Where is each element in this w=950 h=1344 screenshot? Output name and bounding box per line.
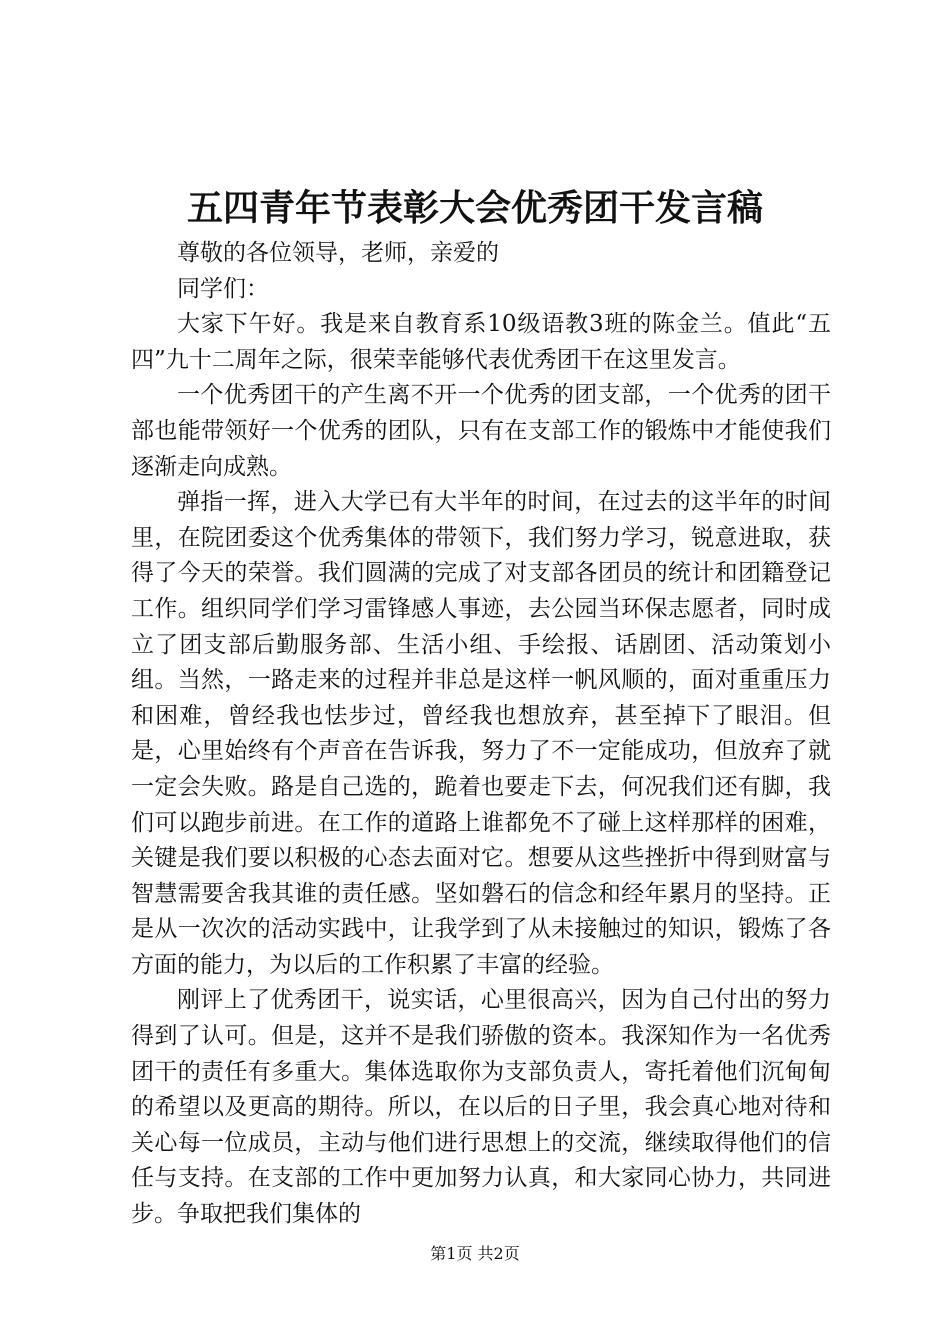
salutation-line: 尊敬的各位领导，老师，亲爱的: [177, 240, 499, 266]
page-number-footer: 第1页 共2页: [430, 1244, 520, 1263]
body-paragraph: 弹指一挥，进入大学已有大半年的时间，在过去的这半年的时间里，在院团委这个优秀集体的带领下，我们努力学习，锐意进取，获得了今天的荣誉。我们圆满的完成了对支部各团员的统计和团籍登记工作。组织同学们学习雷锋感人事迹，去公园当环保志愿者，同时成立了团支部后勤服务部、生活小组、手绘报、话剧团、活动策划小组。当然，一路走来的过程并非总是这样一帆风顺的，面对重重压力和困难，曾经我也怯步过，曾经我也想放弃，甚至掉下了眼泪。但是，心里始终有个声音在告诉我，努力了不一定能成功，但放弃了就一定会失败。路是自己选的，跪着也要走下去，何况我们还有脚，我们可以跑步前进。在工作的道路上谁都免不了碰上这样那样的困难，关键是我们要以积极的心态去面对它。想要从这些挫折中得到财富与智慧需要舍我其谁的责任感。坚如磐石的信念和经年累月的坚持。正是从一次次的活动实践中，让我学到了从未接触过的知识，锻炼了各方面的能力，为以后的工作积累了丰富的经验。: [131, 489, 831, 978]
document-body: [131, 236, 831, 1233]
body-paragraph: 大家下午好。我是来自教育系10级语教3班的陈金兰。值此“五四”九十二周年之际，很荣幸能够代表优秀团干在这里发言。: [131, 311, 831, 373]
document-title: 五四青年节表彰大会优秀团干发言稿: [186, 187, 763, 229]
salutation-line: 同学们：: [177, 275, 269, 302]
body-paragraph: 刚评上了优秀团干，说实话，心里很高兴，因为自己付出的努力得到了认可。但是，这并不是我们骄傲的资本。我深知作为一名优秀团干的责任有多重大。集体选取你为支部负责人，寄托着他们沉甸甸的希望以及更高的期待。所以，在以后的日子里，我会真心地对待和关心每一位成员，主动与他们进行思想上的交流，继续取得他们的信任与支持。在支部的工作中更加努力认真，和大家同心协力，共同进步。争取把我们集体的: [131, 987, 831, 1228]
body-paragraph: 一个优秀团干的产生离不开一个优秀的团支部，一个优秀的团干部也能带领好一个优秀的团队，只有在支部工作的锻炼中才能使我们逐渐走向成熟。: [131, 382, 831, 480]
